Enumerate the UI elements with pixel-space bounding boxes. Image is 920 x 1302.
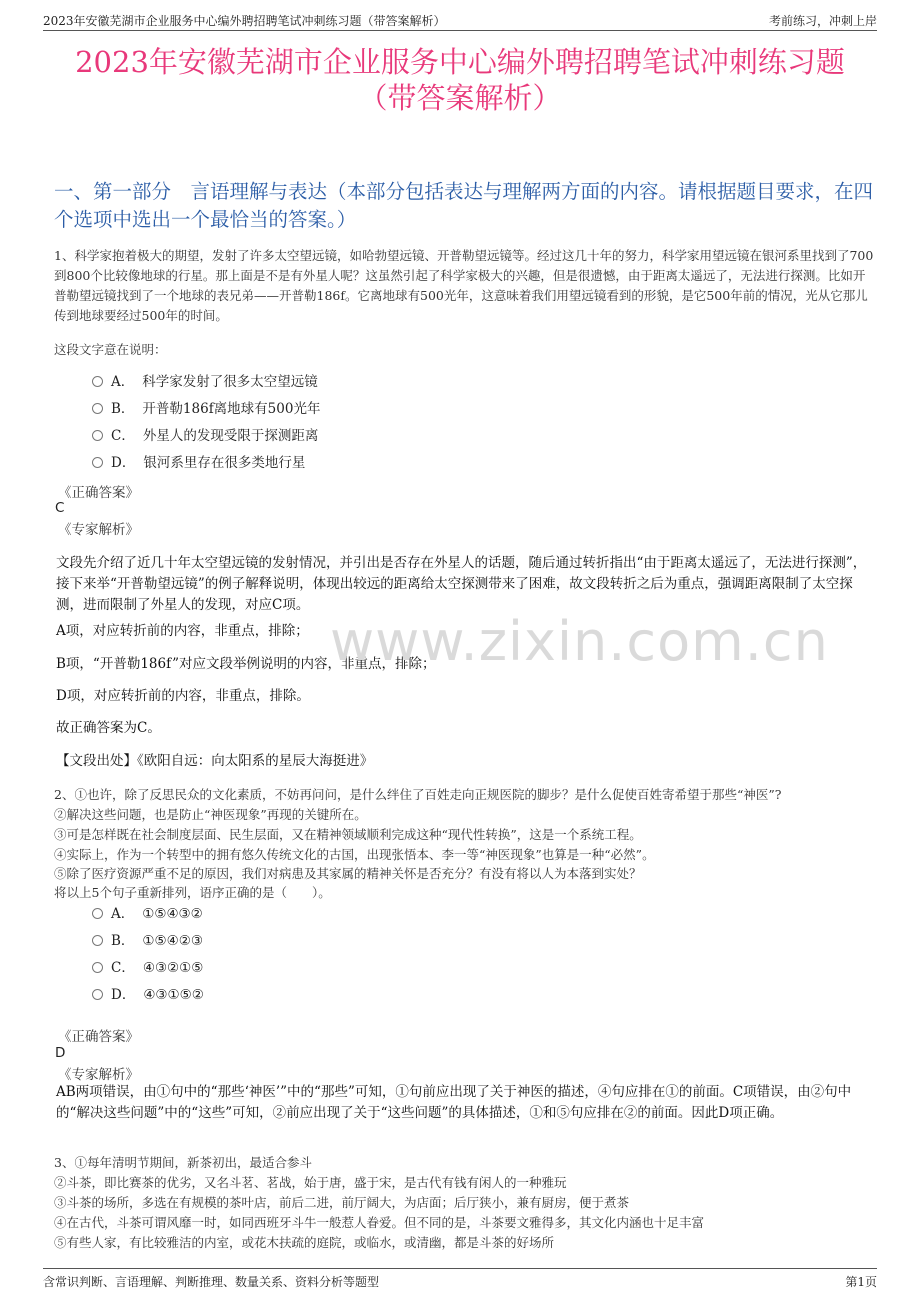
title-line-2: （带答案解析） (358, 81, 562, 115)
header-slogan: 考前练习，冲刺上岸 (768, 14, 877, 28)
q2-analysis: AB两项错误，由①句中的“那些‘神医’”中的“那些”可知，①句前应出现了关于神医的描述，④句应排在①的前面。C项错误，由②句中的“解决这些问题”中的“这些”可知，②前应出现了关于“这些问题”的具体描述，①和⑤句应排在②的前面。因此D项正确。 (56, 1084, 852, 1121)
q2-stem-1: 2、①也许，除了反思民众的文化素质，不妨再问问，是什么绊住了百姓走向正规医院的脚步？是什么促使百姓寄希望于那些“神医”? (54, 787, 782, 802)
q2-option-b[interactable] (92, 931, 203, 951)
q2-stem-5: ⑤除了医疗资源严重不足的原因，我们对病患及其家属的精神关怀是否充分？有没有将以人为本落到实处？ (54, 866, 642, 881)
q2-prompt: 将以上5个句子重新排列，语序正确的是（ ）。 (54, 885, 331, 900)
q1-analysis-conclusion: 故正确答案为C。 (56, 720, 161, 736)
q2-stem-3: ③可是怎样既在社会制度层面、民生层面，又在精神领域顺利完成这种“现代性转换”，这是一个系统工程。 (54, 827, 642, 842)
q1-analysis-d: D项，对应转折前的内容，非重点，排除。 (56, 688, 310, 704)
q1-option-d[interactable] (92, 453, 305, 473)
radio-icon[interactable] (92, 403, 103, 414)
q1-analysis-a: A项，对应转折前的内容，非重点，排除； (56, 623, 309, 639)
q2-option-c[interactable] (92, 958, 203, 978)
option-letter: A． (111, 374, 135, 390)
q3-stem-5: ⑤有些人家，有比较雅洁的内室，或花木扶疏的庭院，或临水，或清幽，都是斗茶的好场所 (54, 1235, 555, 1250)
q2-analysis-label: 《专家解析》 (58, 1067, 139, 1083)
q2-stem-2: ②解决这些问题，也是防止“神医现象”再现的关键所在。 (54, 807, 367, 822)
option-letter: A． (111, 906, 135, 922)
q2-option-a[interactable] (92, 904, 203, 924)
radio-icon[interactable] (92, 457, 103, 468)
page-number: 第1页 (845, 1275, 877, 1289)
option-letter: C． (111, 428, 135, 444)
q3-stem-4: ④在古代，斗茶可谓风靡一时，如同西班牙斗牛一般惹人眷爱。但不同的是，斗茶要文雅得多，其文化内涵也十足丰富 (54, 1215, 705, 1230)
option-text: ④③①⑤② (143, 987, 204, 1003)
option-text: ①⑤④②③ (142, 933, 203, 949)
header-doc-title: 2023年安徽芜湖市企业服务中心编外聘招聘笔试冲刺练习题（带答案解析） (43, 14, 446, 28)
title-line-1: 2023年安徽芜湖市企业服务中心编外聘招聘笔试冲刺练习题 (75, 45, 845, 79)
footer-description: 含常识判断、言语理解、判断推理、数量关系、资料分析等题型 (43, 1275, 380, 1289)
section-heading: 一、第一部分 言语理解与表达（本部分包括表达与理解两方面的内容。请根据题目要求，在四个选项中选出一个最恰当的答案。） (54, 180, 874, 231)
radio-icon[interactable] (92, 935, 103, 946)
q1-stem: 1、科学家抱着极大的期望，发射了许多太空望远镜，如哈勃望远镜、开普勒望远镜等。经过这几十年的努力，科学家用望远镜在银河系里找到了700到800个比较像地球的行星。那上面是不是有外星人呢？这虽然引起了科学家极大的兴趣，但是很遗憾，由于距离太遥远了，无法进行探测。比如开普勒望远镜找到了一个地球的表兄弟——开普勒186f。它离地球有500光年，这意味着我们用望远镜看到的形貌，是它500年前的情况，光从它那儿传到地球要经过500年的时间。 (54, 248, 874, 323)
q1-prompt: 这段文字意在说明： (54, 342, 167, 357)
q1-analysis-label: 《专家解析》 (58, 522, 139, 538)
option-text: 银河系里存在很多类地行星 (143, 455, 306, 471)
q1-analysis-b: B项，“开普勒186f”对应文段举例说明的内容，非重点，排除； (56, 656, 436, 672)
page-footer (43, 1268, 877, 1291)
q3-stem-1: 3、①每年清明节期间，新茶初出，最适合参斗 (54, 1155, 312, 1170)
q1-source: 【文段出处】《欧阳自远：向太阳系的星辰大海挺进》 (56, 753, 374, 769)
q1-analysis-paragraph: 文段先介绍了近几十年太空望远镜的发射情况，并引出是否存在外星人的话题，随后通过转折指出“由于距离太遥远了，无法进行探测”，接下来举“开普勒望远镜”的例子解释说明，体现出较远的距离给太空探测带来了困难，故文段转折之后为重点，强调距离限制了太空探测，进而限制了外星人的发现，对应C项。 (56, 555, 867, 613)
q2-stem-4: ④实际上，作为一个转型中的拥有悠久传统文化的古国，出现张悟本、李一等“神医现象”也算是一种“必然”。 (54, 847, 655, 862)
q1-answer: C (55, 500, 65, 516)
radio-icon[interactable] (92, 989, 103, 1000)
option-letter: B． (111, 401, 135, 417)
q3-stem-3: ③斗茶的场所，多选在有规模的茶叶店，前后二进，前厅阔大，为店面；后厅狭小，兼有厨房，便于煮茶 (54, 1195, 630, 1210)
q1-option-b[interactable] (92, 399, 320, 419)
option-text: 科学家发射了很多太空望远镜 (142, 374, 318, 390)
q3-stem-2: ②斗茶，即比赛茶的优劣，又名斗茗、茗战，始于唐，盛于宋，是古代有钱有闲人的一种雅玩 (54, 1175, 567, 1190)
option-letter: B． (111, 933, 135, 949)
option-text: ④③②①⑤ (142, 960, 204, 976)
q2-answer: D (55, 1045, 66, 1061)
q1-option-a[interactable] (92, 372, 318, 392)
page-header (43, 10, 877, 31)
q2-answer-label: 《正确答案》 (58, 1029, 139, 1045)
option-letter: D． (111, 987, 136, 1003)
option-text: 外星人的发现受限于探测距离 (142, 428, 319, 444)
radio-icon[interactable] (92, 430, 103, 441)
option-text: ①⑤④③② (142, 906, 203, 922)
q1-option-c[interactable] (92, 426, 318, 446)
q1-answer-label: 《正确答案》 (58, 485, 139, 501)
watermark: www.zixin.com.cn (330, 610, 829, 673)
radio-icon[interactable] (92, 376, 103, 387)
q2-option-d[interactable] (92, 985, 204, 1005)
radio-icon[interactable] (92, 962, 103, 973)
option-letter: C． (111, 960, 135, 976)
option-letter: D． (111, 455, 136, 471)
radio-icon[interactable] (92, 908, 103, 919)
page-title (40, 44, 880, 116)
option-text: 开普勒186f离地球有500光年 (142, 401, 321, 417)
